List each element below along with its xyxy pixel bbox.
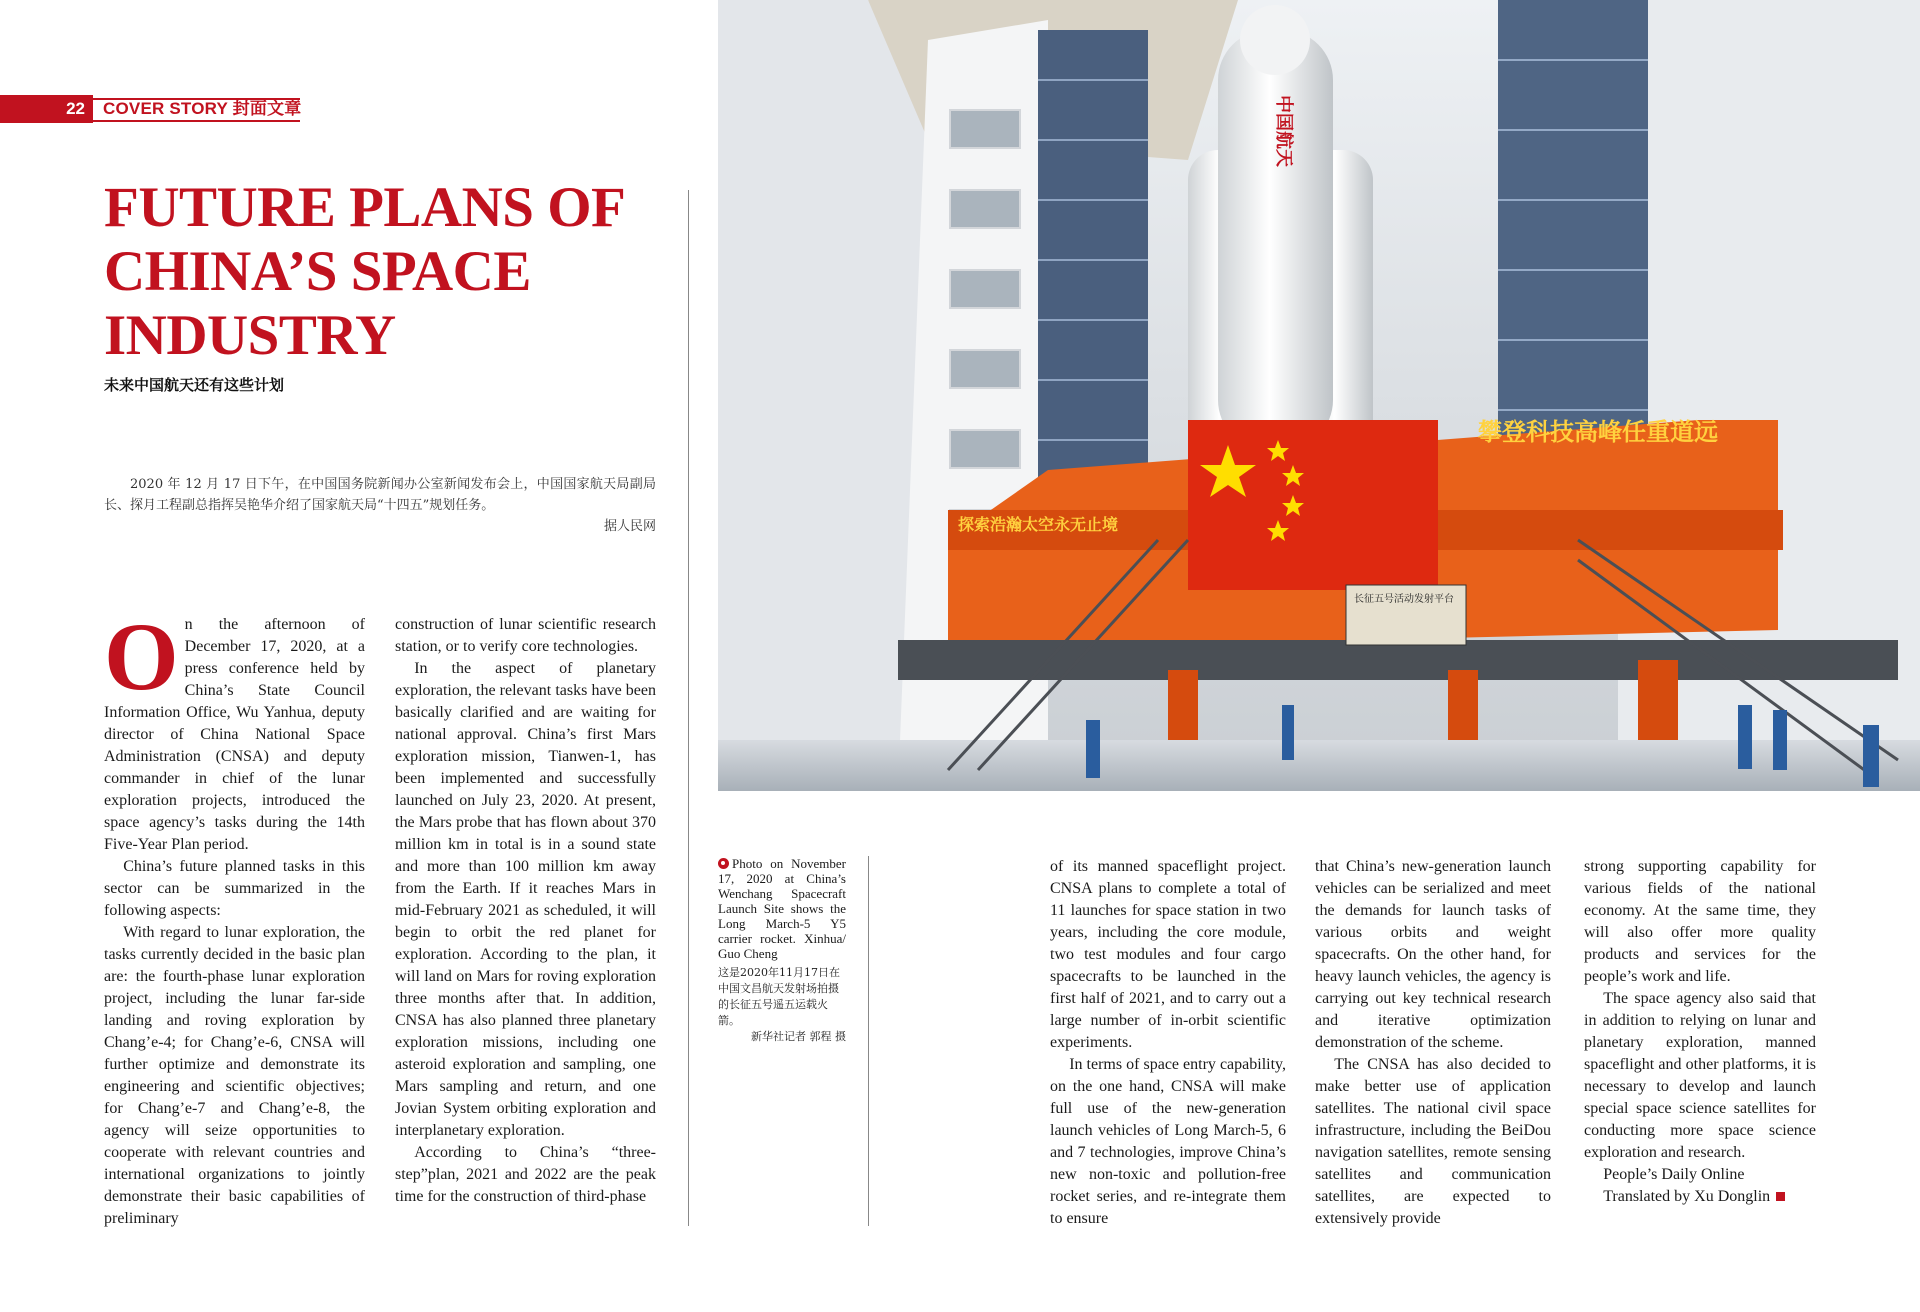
banner-text: 攀登科技高峰任重道远 [1478, 418, 1718, 446]
paragraph: of its manned spaceflight project. CNSA plans to complete a total of 11 launches for space station in two years, including the core module, two test modules and four cargo spacecrafts to be launched in the first half of 2021, and to carry out a large number of in-orbit scientific experiments. [1050, 858, 1286, 1051]
intro-source-cn: 据人民网 [603, 519, 656, 534]
paragraph: China’s future planned tasks in this sector can be summarized in the following aspects: [104, 858, 365, 919]
article-subtitle-cn: 未来中国航天还有这些计划 [104, 376, 285, 394]
paragraph: In the aspect of planetary exploration, the relevant tasks have been basically clarified and are waiting for national approval. China’s first Mars exploration mission, Tianwen-1, has been implemented and successfully launched on July 23, 2020. At present, the Mars probe that has flown about 370 million km in total is in a sound state and more than 100 million km away from the Earth. If it reaches Mars in mid-February 2021 as scheduled, it will begin to orbit the red planet for exploration. According to the plan, it will land on Mars for roving exploration three months after that. In addition, CNSA has also planned three planetary exploration missions, including one asteroid exploration and sampling, one Mars sampling and return, and one Jovian System orbiting exploration and interplanetary exploration. [395, 660, 656, 1139]
body-column-4 [1315, 856, 1551, 1230]
paragraph: In terms of space entry capability, on the one hand, CNSA will make full use of the new-generation launch vehicles of Long March-5, 6 and 7 technologies, improve China’s new non-toxic and pollution-free rocket series, and re-integrate them to ensure [1050, 1056, 1286, 1227]
body-column-1 [104, 603, 365, 1230]
banner-left-text: 探索浩瀚太空永无止境 [958, 515, 1119, 534]
body-column-2 [395, 614, 656, 1208]
paragraph: strong supporting capability for various fields of the national economy. At the same time, they will also offer more quality products and services for the people’s work and life. [1584, 858, 1816, 985]
camera-icon [718, 858, 729, 869]
paragraph: that China’s new-generation launch vehicles can be serialized and meet the demands for launch tasks of various orbits and weight spacecrafts. On the other hand, for heavy launch vehicles, the agency is carrying out key technical research and iterative optimization demonstration of the scheme. [1315, 858, 1551, 1051]
platform-sign: 长征五号活动发射平台 [1354, 594, 1454, 605]
caption-chinese: 这是2020年11月17日在中国文昌航天发射场拍摄的长征五号遥五运载火箭。 [718, 966, 840, 1027]
drop-cap: O [104, 603, 179, 710]
paragraph: According to China’s “three-step”plan, 2021 and 2022 are the peak time for the construction of third-phase [395, 1144, 656, 1205]
caption-credit: 新华社记者 郭程 摄 [751, 1030, 846, 1043]
source-credit: People’s Daily Online [1603, 1166, 1745, 1183]
intro-cn: 2020 年 12 月 17 日下午，在中国国务院新闻办公室新闻发布会上，中国国家航天局副局长、探月工程副总指挥吴艳华介绍了国家航天局“十四五”规划任务。 [104, 477, 656, 513]
column-divider-caption [868, 856, 869, 1226]
article-title: FUTURE PLANS OF CHINA’S SPACE INDUSTRY [104, 176, 624, 367]
caption-english [718, 856, 846, 961]
paragraph: With regard to lunar exploration, the tasks currently decided in the basic plan are: the fourth-phase lunar exploration project, including the lunar far-side landing and roving exploration by Chang’e-4; for Chang’e-6, CNSA will further optimize and demonstrate its engineering and scientific objectives; for Chang’e-7 and Chang’e-8, the agency will seize opportunities to cooperate with relevant countries and international organizations to jointly demonstrate their basic capabilities of preliminary [104, 924, 365, 1227]
end-mark-icon [1776, 1192, 1785, 1201]
page-number-left: 22 [0, 95, 93, 123]
body-column-3 [1050, 856, 1286, 1230]
paragraph: The CNSA has also decided to make better use of application satellites. The national civil space infrastructure, including the BeiDou navigation satellites, remote sensing satellites and communication satellites, are expected to extensively provide [1315, 1056, 1551, 1227]
paragraph: construction of lunar scientific research station, or to verify core technologies. [395, 616, 656, 655]
translator-credit [1584, 1186, 1816, 1208]
translator-text: Translated by Xu Donglin [1603, 1188, 1771, 1205]
body-column-5 [1584, 856, 1816, 1208]
photo-illustration [718, 0, 1920, 791]
column-divider-title [688, 190, 689, 1226]
paragraph [104, 603, 365, 856]
paragraph-text: n the afternoon of December 17, 2020, at a press conference held by China’s State Council Information Office, Wu Yanhua, deputy director of China National Space Administration (CNSA) and deputy commander in chief of the lunar exploration projects, introduced the space agency’s tasks during the 14th Five-Year Plan period. [104, 616, 365, 853]
photo-caption [718, 856, 846, 1044]
paragraph: The space agency also said that in addition to relying on lunar and planetary exploration, manned spaceflight and other platforms, it is necessary to develop and launch special space science satellites for conducting more space science exploration and research. [1584, 990, 1816, 1161]
section-label: COVER STORY 封面文章 [103, 99, 302, 118]
rocket-label: 中国航天 [1273, 95, 1294, 167]
rocket-photo [718, 0, 1920, 791]
caption-english-text: Photo on November 17, 2020 at China’s Wenchang Spacecraft Launch Site shows the Long March-5 Y5 carrier rocket. Xinhua/ Guo Cheng [718, 856, 846, 961]
